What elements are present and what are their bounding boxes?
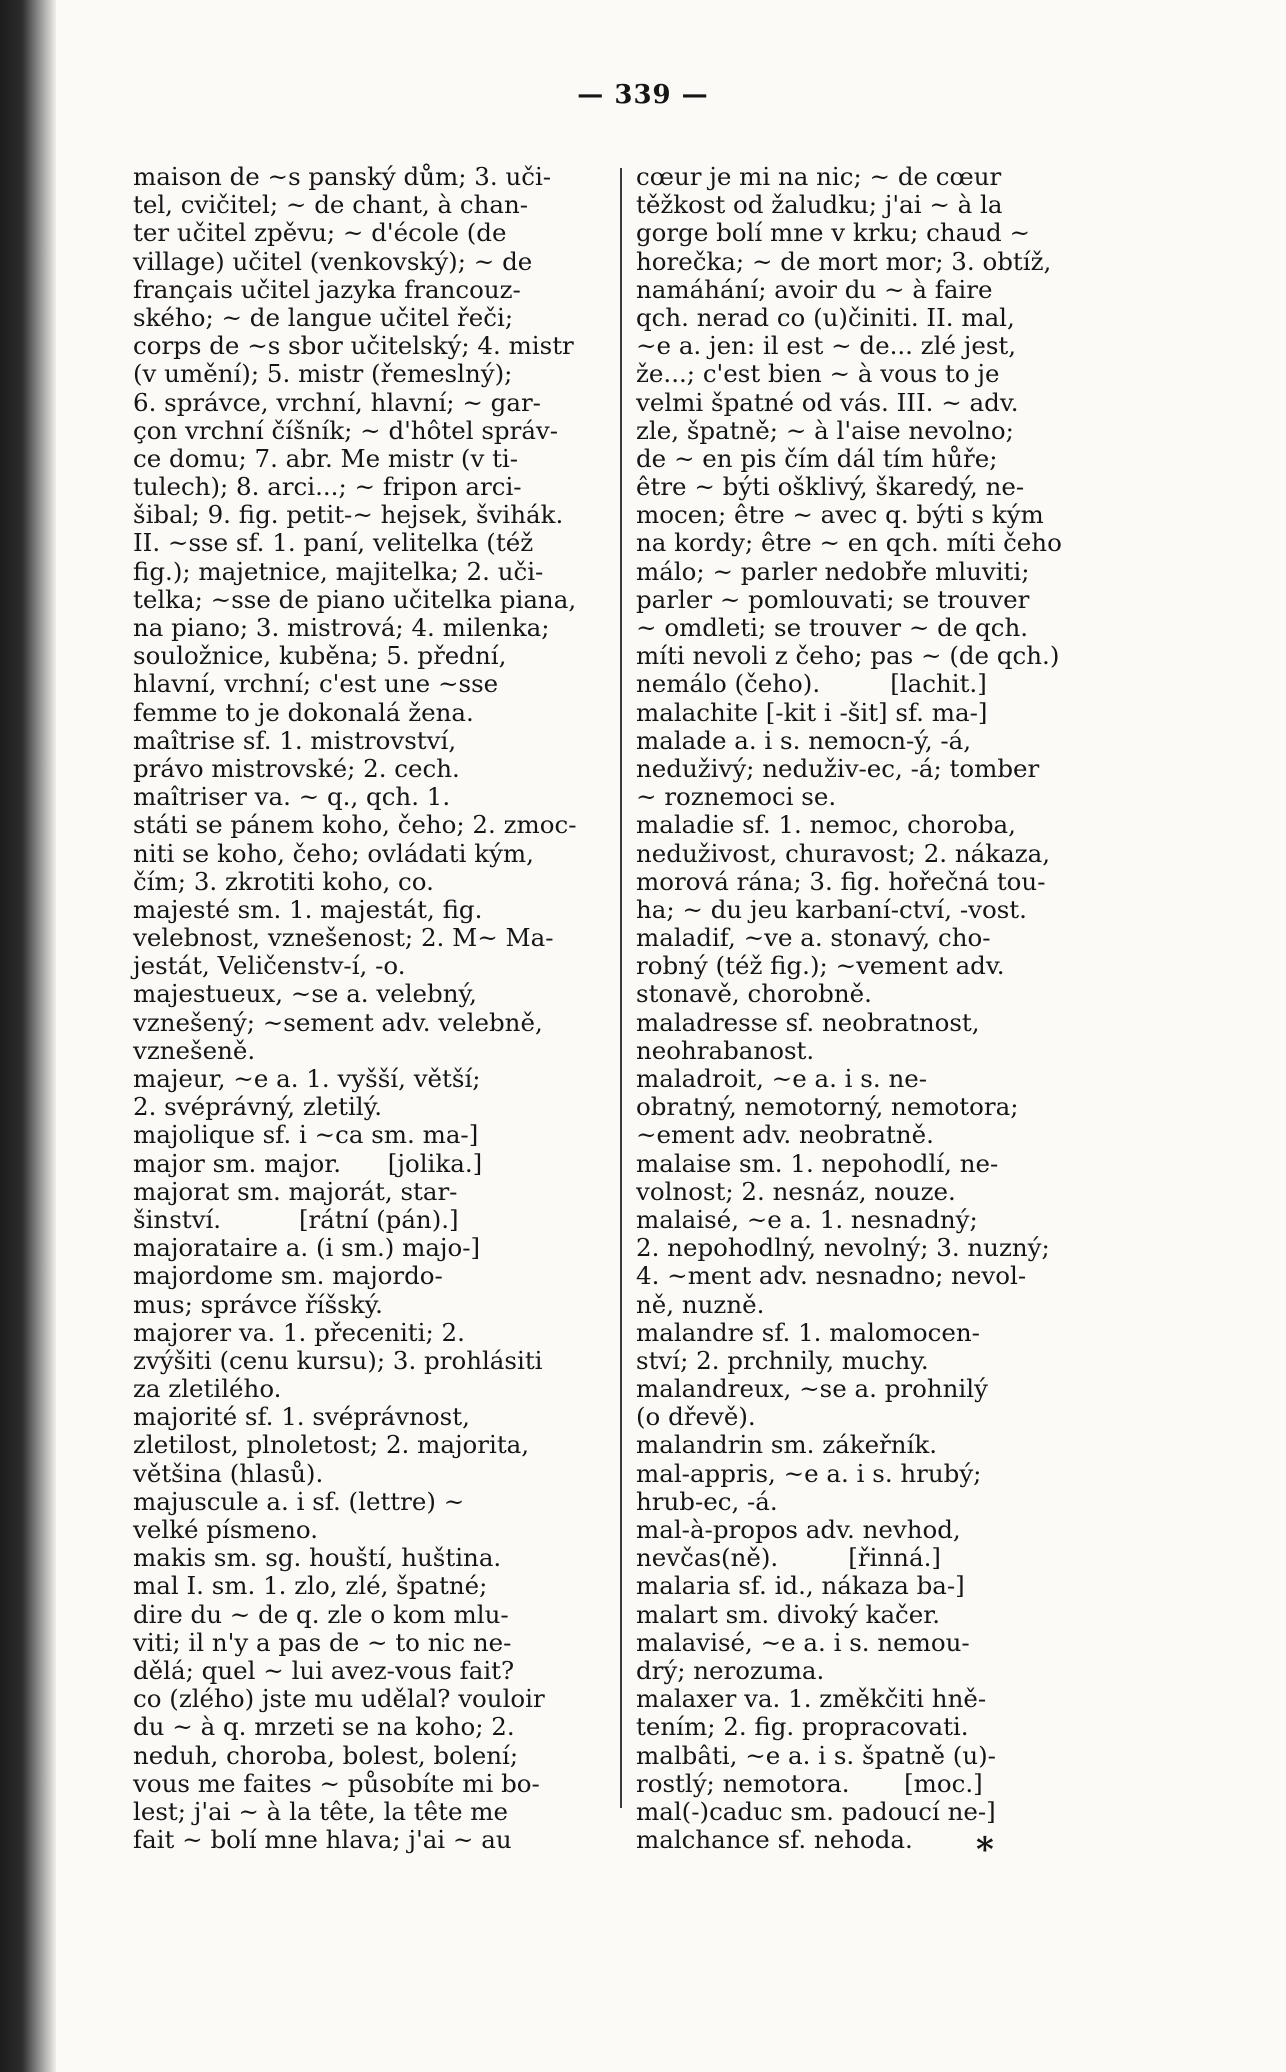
dictionary-line: village) učitel (venkovský); ~ de [133,246,533,276]
dictionary-line: femme to je dokonalá žena. [133,697,474,727]
dictionary-line: 6. správce, vrchní, hlavní; ~ gar- [133,387,541,417]
dictionary-line: robný (též fig.); ~vement adv. [636,951,1005,981]
dictionary-line: maladresse sf. neobratnost, [636,1007,980,1037]
dictionary-line: většina (hlasů). [133,1458,324,1488]
dictionary-line: míti nevoli z čeho; pas ~ (de qch.) [636,641,1060,671]
dictionary-line: mus; správce říšský. [133,1289,383,1319]
dictionary-line: mal-à-propos adv. nevhod, [636,1515,961,1544]
dictionary-line: velebnost, vznešenost; 2. M~ Ma- [133,923,554,953]
dictionary-line: šibal; 9. fig. petit-~ hejsek, švihák. [133,500,564,530]
dictionary-line: malandreux, ~se a. prohnilý [636,1374,988,1404]
dictionary-line: vznešeně. [133,1035,256,1065]
dictionary-line: malaxer va. 1. změkčiti hně- [636,1684,987,1714]
dictionary-line: majorité sf. 1. svéprávnost, [133,1402,470,1432]
dictionary-line: maladif, ~ve a. stonavý, cho- [636,923,991,953]
dictionary-line: těžkost od žaludku; j'ai ~ à la [636,190,1003,220]
dictionary-line: ter učitel zpěvu; ~ d'école (de [133,218,507,248]
dictionary-line: na piano; 3. mistrová; 4. milenka; [133,613,550,642]
dictionary-line: státi se pánem koho, čeho; 2. zmoc- [133,810,577,840]
dictionary-line: tel, cvičitel; ~ de chant, à chan- [133,190,529,220]
dictionary-line: neduživý; neduživ-ec, -á; tomber [636,753,1040,783]
dictionary-line: malaise sm. 1. nepohodlí, ne- [636,1148,999,1178]
dictionary-line: être ~ býti ošklivý, škaredý, ne- [636,472,1025,502]
dictionary-line: makis sm. sg. houští, huština. [133,1543,502,1573]
dictionary-line: vous me faites ~ působíte mi bo- [133,1768,540,1798]
dictionary-line: 2. svéprávný, zletilý. [133,1092,382,1122]
dictionary-line: du ~ à q. mrzeti se na koho; 2. [133,1712,515,1742]
dictionary-line: volnost; 2. nesnáz, nouze. [636,1176,956,1206]
dictionary-line: majorer va. 1. přeceniti; 2. [133,1317,465,1347]
dictionary-line: mal(-)caduc sm. padoucí ne-] [636,1796,996,1826]
dictionary-line: maladie sf. 1. nemoc, choroba, [636,810,1016,840]
dictionary-line: malchance sf. nehoda. [636,1825,913,1855]
dictionary-line: ně, nuzně. [636,1289,765,1319]
dictionary-line: nevčas(ně). [řinná.] [636,1543,941,1573]
dictionary-line: français učitel jazyka francouz- [133,274,521,304]
dictionary-line: drý; nerozuma. [636,1655,825,1685]
dictionary-line: maîtrise sf. 1. mistrovství, [133,725,457,755]
dictionary-line: malandre sf. 1. malomocen- [636,1317,980,1347]
dictionary-line: telka; ~sse de piano učitelka piana, [133,584,577,614]
dictionary-line: II. ~sse sf. 1. paní, velitelka (též [133,528,534,558]
dictionary-line: neduživost, churavost; 2. nákaza, [636,838,1051,868]
dictionary-line: že...; c'est bien ~ à vous to je [636,359,1000,389]
dictionary-line: ~ omdleti; se trouver ~ de qch. [636,613,1029,642]
dictionary-line: parler ~ pomlouvati; se trouver [636,584,1030,614]
dictionary-line: viti; il n'y a pas de ~ to nic ne- [133,1627,512,1657]
dictionary-line: obratný, nemotorný, nemotora; [636,1092,1019,1122]
dictionary-line: ství; 2. prchnily, muchy. [636,1345,929,1375]
dictionary-line: majeur, ~e a. 1. vyšší, větší; [133,1064,481,1093]
dictionary-line: de ~ en pis čím dál tím hůře; [636,443,998,473]
dictionary-line: niti se koho, čeho; ovládati kým, [133,838,534,868]
dictionary-line: corps de ~s sbor učitelský; 4. mistr [133,331,574,361]
dictionary-line: ~e a. jen: il est ~ de... zlé jest, [636,331,1017,361]
dictionary-line: majordome sm. majordo- [133,1261,443,1291]
dictionary-line: majuscule a. i sf. (lettre) ~ [133,1486,465,1516]
dictionary-line: zle, špatně; ~ à l'aise nevolno; [636,415,1014,445]
dictionary-line: (v umění); 5. mistr (řemeslný); [133,359,513,389]
dictionary-line: právo mistrovské; 2. cech. [133,753,460,783]
page-number: — 339 — [577,80,709,110]
dictionary-line: nemálo (čeho). [lachit.] [636,669,987,699]
dictionary-line: cœur je mi na nic; ~ de cœur [636,162,1002,191]
dictionary-line: šinství. [rátní (pán).] [133,1204,459,1234]
dictionary-line: gorge bolí mne v krku; chaud ~ [636,218,1031,248]
dictionary-line: horečka; ~ de mort mor; 3. obtíž, [636,246,1052,276]
dictionary-line: co (zlého) jste mu udělal? vouloir [133,1684,545,1714]
dictionary-line: ~ roznemoci se. [636,782,837,812]
dictionary-line: zletilost, plnoletost; 2. majorita, [133,1430,530,1460]
dictionary-line: qch. nerad co (u)činiti. II. mal, [636,302,1015,332]
dictionary-line: za zletilého. [133,1374,282,1404]
dictionary-line: malandrin sm. zákeřník. [636,1430,938,1460]
dictionary-line: ce domu; 7. abr. Me mistr (v ti- [133,443,519,473]
dictionary-line: na kordy; être ~ en qch. míti čeho [636,528,1062,558]
dictionary-line: tením; 2. fig. propracovati. [636,1712,969,1742]
dictionary-line: hrub-ec, -á. [636,1486,778,1516]
dictionary-line: stonavě, chorobně. [636,979,872,1009]
dictionary-line: zvýšiti (cenu kursu); 3. prohlásiti [133,1345,543,1375]
dictionary-line: morová rána; 3. fig. hořečná tou- [636,866,1046,896]
dictionary-line: mocen; être ~ avec q. býti s kým [636,500,1044,530]
dictionary-line: malaria sf. id., nákaza ba-] [636,1571,965,1601]
dictionary-line: tulech); 8. arci...; ~ fripon arci- [133,472,522,502]
dictionary-line: velmi špatné od vás. III. ~ adv. [636,387,1019,417]
dictionary-line: lest; j'ai ~ à la tête, la tête me [133,1796,509,1826]
footer-mark: * [976,1830,994,1870]
dictionary-line: velké písmeno. [133,1515,319,1544]
dictionary-line: dělá; quel ~ lui avez-vous fait? [133,1655,515,1685]
column-divider [620,168,622,1808]
dictionary-line: maîtriser va. ~ q., qch. 1. [133,782,451,812]
dictionary-line: ~ement adv. neobratně. [636,1120,934,1150]
dictionary-line: hlavní, vrchní; c'est une ~sse [133,669,499,699]
book-binding-shadow [0,0,56,2072]
dictionary-line: 2. nepohodlný, nevolný; 3. nuzný; [636,1233,1050,1263]
dictionary-line: malade a. i s. nemocn-ý, -á, [636,725,972,755]
dictionary-line: namáhání; avoir du ~ à faire [636,274,993,304]
dictionary-line: malbâti, ~e a. i s. špatně (u)- [636,1740,996,1770]
dictionary-line: vznešený; ~sement adv. velebně, [133,1007,543,1037]
dictionary-line: malart sm. divoký kačer. [636,1599,941,1629]
dictionary-line: maison de ~s panský dům; 3. uči- [133,162,552,191]
right-column [636,163,1106,1854]
dictionary-line: majorat sm. majorát, star- [133,1176,458,1206]
dictionary-line: rostlý; nemotora. [moc.] [636,1768,983,1798]
dictionary-line: majolique sf. i ~ca sm. ma-] [133,1120,479,1150]
dictionary-line: (o dřevě). [636,1402,756,1432]
dictionary-line: málo; ~ parler nedobře mluviti; [636,556,1030,586]
dictionary-line: ha; ~ du jeu karbaní-ctví, -vost. [636,894,1027,924]
dictionary-line: 4. ~ment adv. nesnadno; nevol- [636,1261,1027,1291]
dictionary-line: mal I. sm. 1. zlo, zlé, špatné; [133,1571,488,1601]
dictionary-line: neduh, choroba, bolest, bolení; [133,1740,519,1770]
dictionary-line: čím; 3. zkrotiti koho, co. [133,866,434,896]
dictionary-line: malavisé, ~e a. i s. nemou- [636,1627,970,1657]
dictionary-line: mal-appris, ~e a. i s. hrubý; [636,1458,982,1488]
dictionary-line: majorataire a. (i sm.) majo-] [133,1233,481,1263]
dictionary-line: çon vrchní číšník; ~ d'hôtel správ- [133,415,559,445]
dictionary-line: ského; ~ de langue učitel řeči; [133,302,514,332]
dictionary-line: maladroit, ~e a. i s. ne- [636,1064,928,1093]
dictionary-line: malaisé, ~e a. 1. nesnadný; [636,1204,978,1234]
dictionary-line: majesté sm. 1. majestát, fig. [133,894,483,924]
dictionary-line: fig.); majetnice, majitelka; 2. uči- [133,556,544,586]
dictionary-line: major sm. major. [jolika.] [133,1148,483,1178]
dictionary-line: jestát, Veličenstv-í, -o. [133,951,406,981]
dictionary-line: majestueux, ~se a. velebný, [133,979,477,1009]
dictionary-line: neohrabanost. [636,1035,815,1065]
dictionary-line: souložnice, kuběna; 5. přední, [133,641,507,671]
left-column [133,163,608,1854]
dictionary-line: fait ~ bolí mne hlava; j'ai ~ au [133,1825,512,1855]
dictionary-line: dire du ~ de q. zle o kom mlu- [133,1599,509,1629]
dictionary-line: malachite [-kit i -šit] sf. ma-] [636,697,988,727]
